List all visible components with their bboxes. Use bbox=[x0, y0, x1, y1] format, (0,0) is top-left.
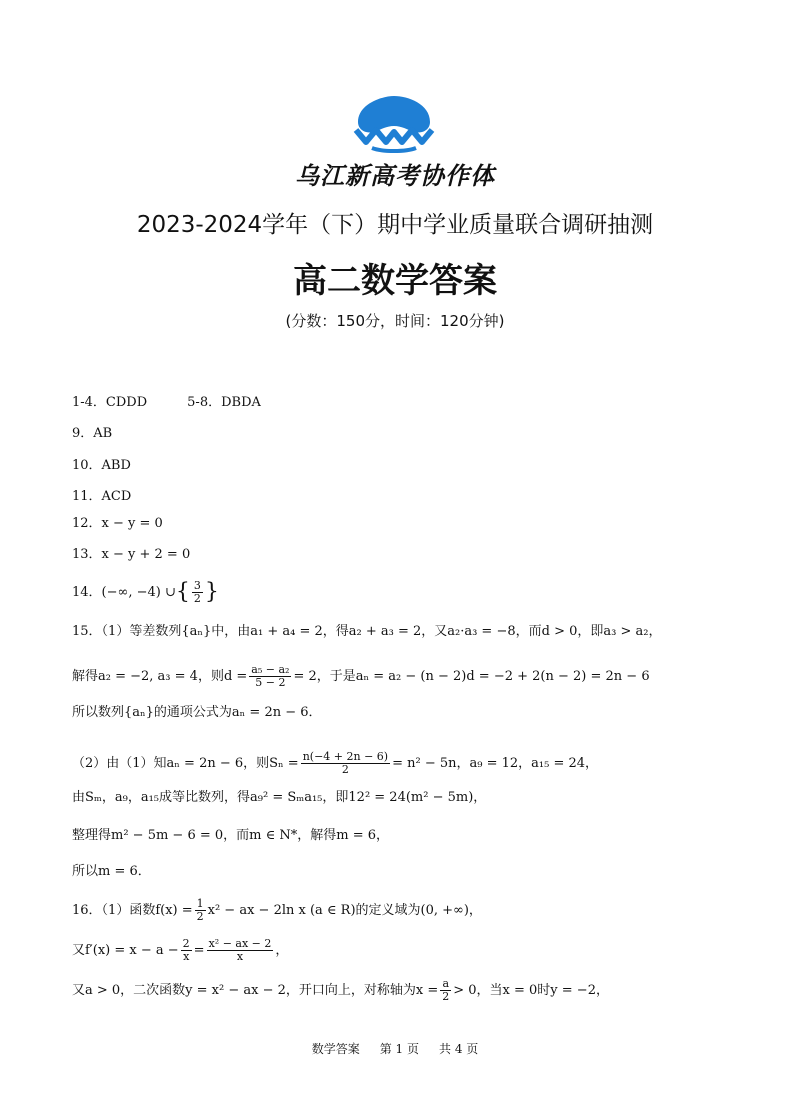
q16-line-1: 16．（1）函数f(x) = $\frac{1}{2}$ x² − ax − 2ln x (a ∈ R)的定义域为(0, +∞)， bbox=[72, 897, 482, 923]
q15-line-4: （2）由（1）知aₙ = 2n − 6，则Sₙ = $\frac{n(-4 + 2n - 6)}{2}$ = n² − 5n，a₉ = 12，a₁₅ = 24， bbox=[72, 750, 599, 776]
org-logo bbox=[352, 96, 436, 154]
footer-label: 数学答案 bbox=[311, 1042, 360, 1056]
q15-line-6: 整理得m² − 5m − 6 = 0，而m ∈ N*，解得m = 6， bbox=[72, 828, 389, 843]
org-name: 乌江新高考协作体 bbox=[295, 162, 495, 190]
fraction: $\frac{a}{2}$ bbox=[442, 977, 450, 1003]
footer-total: 共 4 页 bbox=[439, 1042, 479, 1056]
exam-title: 2023-2024学年（下）期中学业质量联合调研抽测 bbox=[136, 212, 654, 238]
answer-1-4: 1-4．CDDD bbox=[72, 395, 148, 410]
answer-row bbox=[72, 394, 261, 412]
doc-title: 高二数学答案 bbox=[293, 261, 497, 301]
answer-13: 13．x − y + 2 = 0 bbox=[72, 547, 191, 562]
answer-14: 14．(−∞, −4) ∪{ $\frac{3}{2}$ } bbox=[72, 579, 219, 605]
page-footer bbox=[0, 1040, 790, 1057]
q15-line-5: 由Sₘ，a₉，a₁₅成等比数列，得a₉² = Sₘa₁₅，即12² = 24(m² − 5m)， bbox=[72, 790, 487, 805]
answer-5-8: 5-8．DBDA bbox=[187, 395, 261, 410]
answer-11: 11．ACD bbox=[72, 489, 132, 504]
fraction: $\frac{1}{2}$ bbox=[196, 897, 204, 923]
answer-9: 9．AB bbox=[72, 426, 113, 441]
fraction: $\frac{3}{2}$ bbox=[193, 579, 201, 605]
fraction: $\frac{\text{x² − ax − 2}}{x}$ bbox=[208, 937, 272, 963]
q15-line-3: 所以数列{aₙ}的通项公式为aₙ = 2n − 6． bbox=[72, 705, 322, 720]
exam-meta: (分数：150分，时间：120分钟) bbox=[285, 312, 505, 330]
q15-line-1: 15．（1）等差数列{aₙ}中，由a₁ + a₄ = 2，得a₂ + a₃ = 2，又a₂·a₃ = −8，而d > 0，即a₃ > a₂， bbox=[72, 624, 662, 639]
fraction: $\frac{2}{x}$ bbox=[182, 937, 190, 963]
q15-line-7: 所以m = 6． bbox=[72, 864, 151, 879]
q15-line-2: 解得a₂ = −2, a₃ = 4，则d = $\frac{\text{a₅ − a₂}}{5 - 2}$ = 2，于是aₙ = a₂ − (n − 2)d = −2 + 2(n − 2) = 2n − 6 bbox=[72, 663, 650, 689]
q16-line-2: 又f′(x) = x − a − $\frac{2}{x}$ = $\frac{\text{x² − ax − 2}}{x}$ ， bbox=[72, 937, 289, 963]
answer-12: 12．x − y = 0 bbox=[72, 516, 163, 531]
fraction: $\frac{\text{a₅ − a₂}}{5 - 2}$ bbox=[251, 663, 290, 689]
fraction: $\frac{n(-4 + 2n - 6)}{2}$ bbox=[302, 750, 389, 776]
footer-page: 第 1 页 bbox=[379, 1042, 419, 1056]
q16-line-3: 又a > 0，二次函数y = x² − ax − 2，开口向上，对称轴为x = $\frac{a}{2}$ > 0，当x = 0时y = −2， bbox=[72, 977, 609, 1003]
answer-10: 10．ABD bbox=[72, 458, 131, 473]
